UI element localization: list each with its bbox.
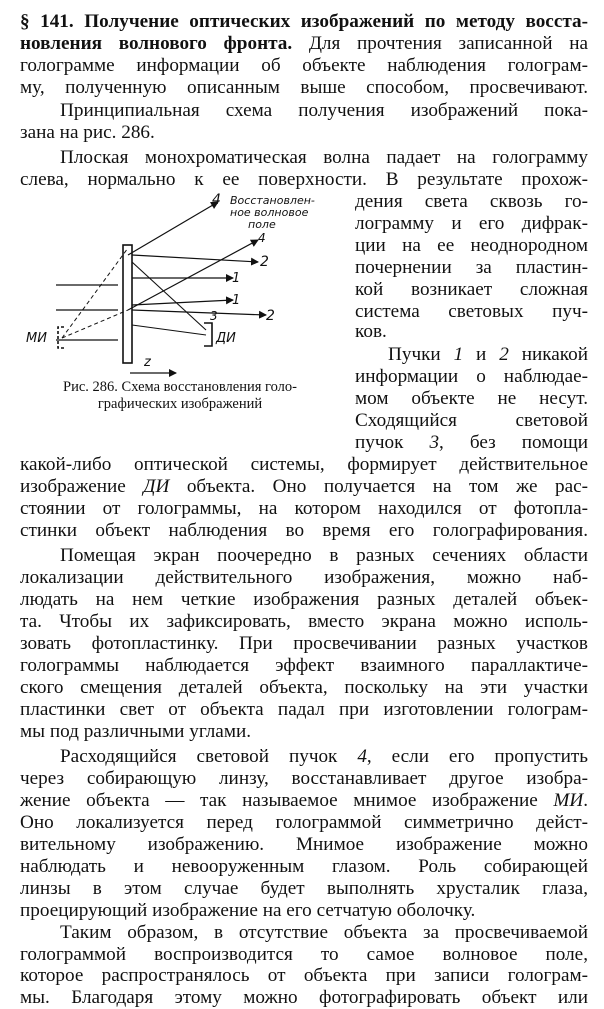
beam-2-label: 2 [260,254,269,270]
text-line: Принципиальная схема получения изображений пока- [60,100,588,121]
text-line: линзы в этом случае будет выполнять хрусталик глаза, [20,878,588,899]
z-axis-label: z [144,355,151,370]
beam-4-label: 4 [258,231,266,245]
text-line: новления волнового фронта. Для прочтения записанной на [20,33,588,54]
text-line: ков. [355,321,387,342]
text-line: зовать фотопластинку. При просвечивании разных участков [20,633,588,654]
text-line: через собирающую линзу, восстанавливает другое изобра- [20,768,588,789]
text-line: Оно локализуется перед голограммой симметрично дейст- [20,812,588,833]
text-line: мом объекте не несут. [355,388,588,409]
caption-line: Рис. 286. Схема восстановления голо- [63,379,297,395]
beam-4 [128,202,218,255]
text-line: Помещая экран поочередно в разных сечениях области [60,545,588,566]
section-number: § 141. [20,11,74,32]
text-line: пучок 3, без помощи [355,432,588,453]
wave-field-label: поле [248,218,276,231]
wave-field-label: ное волновое [230,206,309,219]
text-line: зана на рис. 286. [20,122,155,143]
text-line: му, полученную описанным выше способом, просвечивают. [20,77,588,98]
text-line: какой-либо оптической системы, формирует действительное [20,454,588,475]
beam-3 [132,262,206,330]
text-line: локализации действительного изображения, можно наб- [20,567,588,588]
text-line: слева, нормально к ее поверхности. В результате прохож- [20,169,588,190]
text-line: Расходящийся световой пучок 4, если его пропустить [60,746,588,767]
text-line: ции на ее неоднородном [355,235,588,256]
text-line: информации о наблюдае- [355,366,588,387]
beam-1-label: 1 [232,293,241,308]
beam-1 [132,300,233,305]
section-title: Получение оптических изображений по методу восста- [84,11,588,32]
beam-4-label: 4 [212,192,221,208]
text-line [20,11,588,33]
real-image-label: ДИ [216,331,236,346]
beam-3-label: 3 [210,309,218,323]
hologram-plate [123,245,132,363]
text-line: людать на нем четкие изображения разных деталей объек- [20,589,588,610]
figure-286-diagram [18,190,348,380]
text-line: кой возникает сложная [355,279,588,300]
text-line: система световых пуч- [355,301,588,322]
text-line: наблюдать и невооруженным глазом. Роль собирающей [20,856,588,877]
beam-1-label: 1 [232,271,241,286]
text-line: вительному изображению. Мнимое изображение можно [20,834,588,855]
text-line: Плоская монохроматическая волна падает на голограмму [60,147,588,168]
text-line: голограммой воспроизводится то самое волновое поле, [20,944,588,965]
beam-2 [132,310,266,315]
beam-2 [132,255,258,262]
text-line: ского смещения деталей объекта, поскольку на эти участки [20,677,588,698]
text-line: проецирующий изображение на его сетчатую оболочку. [20,900,476,921]
text-line: жение объекта — так называемое мнимое изображение МИ. [20,790,588,811]
text-line: почернении за пластин- [355,257,588,278]
text-line: Таким образом, в отсутствие объекта за просвечиваемой [60,922,588,943]
beam-2-label: 2 [266,308,275,324]
caption-line: графических изображений [97,396,263,412]
text-line: которое распространялось от объекта при записи голограм- [20,965,588,986]
text-line: Пучки 1 и 2 никакой [388,344,588,365]
figure-caption [20,379,340,413]
beam-3 [132,325,206,335]
text-line: пластинки свет от объекта падал при изготовлении голограм- [20,699,588,720]
hologram-reconstruction-diagram [18,190,348,380]
text-line: Сходящийся световой [355,410,588,431]
text-line: та. Чтобы их зафиксировать, вместо экрана можно исполь- [20,611,588,632]
text-line: дения света сквозь го- [355,191,588,212]
text-line: стинки объект наблюдения во время его голографирования. [20,520,588,541]
text-line: изображение ДИ объекта. Оно получается на том же рас- [20,476,589,497]
wave-field-label: Восстановлен- [230,194,315,207]
text-line: голограммы наблюдается эффект взаимного параллактиче- [20,655,588,676]
virtual-image-label: МИ [26,331,47,346]
text-line: лограмму и его дифрак- [355,213,588,234]
text-line: стоянии от голограммы, на котором находился от фотопла- [20,498,588,519]
text-line: голограмме информации об объекте наблюдения голограм- [20,55,588,76]
section-title-cont: новления волнового фронта. [20,33,293,54]
text-line: мы. Благодаря этому можно фотографировать объект или [20,987,588,1008]
text-line: мы под различными углами. [20,721,252,742]
